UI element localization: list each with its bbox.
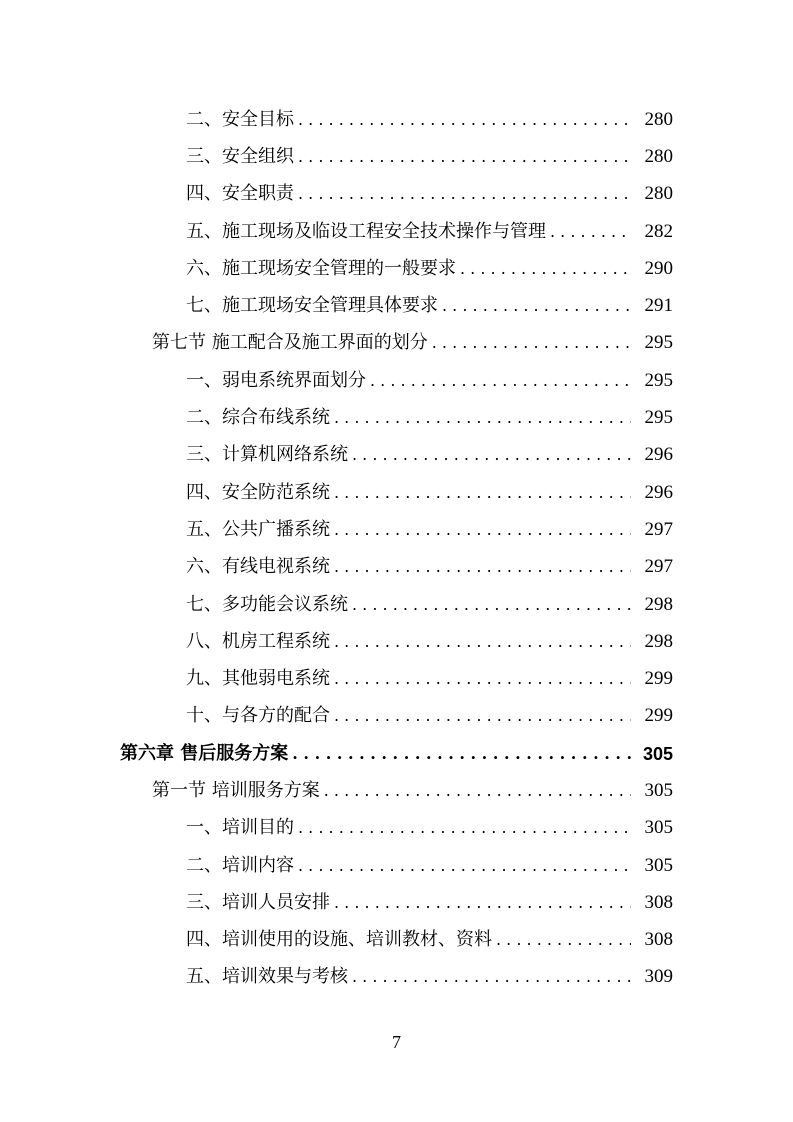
- toc-dot-leader: [334, 557, 631, 577]
- toc-entry-title: 第六章 售后服务方案: [120, 742, 289, 764]
- page-number: 7: [392, 1032, 401, 1052]
- toc-entry-page: 295: [644, 407, 673, 429]
- toc-entry-page: 298: [644, 630, 673, 652]
- toc-entry-title: 三、培训人员安排: [186, 891, 330, 913]
- toc-entry-page: 297: [644, 518, 673, 540]
- toc-entry[interactable]: [0, 399, 793, 436]
- toc-entry-page: 308: [644, 929, 673, 951]
- toc-dot-leader: [298, 818, 631, 838]
- toc-dot-leader: [334, 632, 631, 652]
- toc-entry-title: 四、安全防范系统: [186, 481, 330, 503]
- toc-dot-leader: [432, 333, 631, 353]
- toc-entry-page: 308: [644, 891, 673, 913]
- toc-dot-leader: [496, 930, 631, 950]
- toc-dot-leader: [352, 967, 631, 987]
- toc-dot-leader: [352, 595, 631, 615]
- toc-entry-title: 十、与各方的配合: [186, 705, 330, 727]
- toc-entry-title: 六、有线电视系统: [186, 556, 330, 578]
- toc-entry[interactable]: [0, 698, 793, 735]
- toc-entry[interactable]: [0, 362, 793, 399]
- toc-dot-leader: [352, 445, 631, 465]
- toc-entry[interactable]: [0, 549, 793, 586]
- toc-entry[interactable]: [0, 623, 793, 660]
- toc-dot-leader: [370, 371, 631, 391]
- toc-dot-leader: [334, 706, 631, 726]
- toc-entry-page: 291: [644, 295, 673, 317]
- toc-dot-leader: [324, 781, 631, 801]
- toc-chapter-entry[interactable]: [0, 735, 793, 772]
- toc-entry-title: 一、弱电系统界面划分: [186, 369, 366, 391]
- toc-entry-page: 305: [644, 817, 673, 839]
- toc-entry-title: 三、计算机网络系统: [186, 444, 348, 466]
- toc-entry-title: 四、安全职责: [186, 183, 294, 205]
- toc-entry[interactable]: [0, 810, 793, 847]
- toc-entry-title: 第一节 培训服务方案: [152, 779, 320, 801]
- toc-entry[interactable]: [0, 884, 793, 921]
- toc-entry-title: 五、施工现场及临设工程安全技术操作与管理: [186, 220, 546, 242]
- toc-entry-page: 296: [644, 481, 673, 503]
- toc-entry[interactable]: [0, 586, 793, 623]
- toc-dot-leader: [550, 222, 631, 242]
- toc-dot-leader: [442, 296, 631, 316]
- toc-entry-title: 五、公共广播系统: [186, 518, 330, 540]
- toc-entry[interactable]: [0, 250, 793, 287]
- toc-entry[interactable]: [0, 474, 793, 511]
- toc-dot-leader: [334, 669, 631, 689]
- toc-entry-page: 299: [644, 705, 673, 727]
- toc-dot-leader: [298, 147, 631, 167]
- toc-dot-leader: [334, 408, 631, 428]
- toc-entry-page: 305: [644, 854, 673, 876]
- toc-dot-leader: [298, 110, 631, 130]
- toc-entry[interactable]: [0, 660, 793, 697]
- toc-entry-page: 280: [644, 183, 673, 205]
- toc-entry-title: 二、培训内容: [186, 854, 294, 876]
- toc-entry-page: 295: [644, 369, 673, 391]
- toc-entry[interactable]: [0, 511, 793, 548]
- toc-entry-page: 280: [644, 108, 673, 130]
- toc-entry[interactable]: [0, 437, 793, 474]
- toc-dot-leader: [334, 520, 631, 540]
- table-of-contents: [0, 101, 793, 996]
- toc-entry-title: 九、其他弱电系统: [186, 668, 330, 690]
- toc-dot-leader: [298, 856, 631, 876]
- toc-entry-page: 309: [644, 966, 673, 988]
- toc-entry-title: 三、安全组织: [186, 145, 294, 167]
- toc-entry-page: 298: [644, 593, 673, 615]
- toc-entry-title: 四、培训使用的设施、培训教材、资料: [186, 929, 492, 951]
- toc-entry-page: 282: [644, 220, 673, 242]
- toc-entry[interactable]: [0, 213, 793, 250]
- toc-entry-title: 第七节 施工配合及施工界面的划分: [152, 332, 428, 354]
- toc-entry-page: 280: [644, 145, 673, 167]
- toc-entry-title: 七、施工现场安全管理具体要求: [186, 295, 438, 317]
- toc-section-entry[interactable]: [0, 325, 793, 362]
- toc-entry-title: 七、多功能会议系统: [186, 593, 348, 615]
- toc-entry[interactable]: [0, 922, 793, 959]
- toc-entry[interactable]: [0, 287, 793, 324]
- toc-entry-title: 二、安全目标: [186, 108, 294, 130]
- toc-entry[interactable]: [0, 101, 793, 138]
- toc-entry-title: 八、机房工程系统: [186, 630, 330, 652]
- toc-entry-page: 297: [644, 556, 673, 578]
- toc-section-entry[interactable]: [0, 772, 793, 809]
- toc-entry-page: 299: [644, 668, 673, 690]
- toc-entry-title: 六、施工现场安全管理的一般要求: [186, 257, 456, 279]
- toc-dot-leader: [292, 744, 631, 764]
- toc-dot-leader: [334, 483, 631, 503]
- toc-entry-title: 二、综合布线系统: [186, 407, 330, 429]
- toc-dot-leader: [298, 184, 631, 204]
- toc-entry[interactable]: [0, 847, 793, 884]
- toc-entry-page: 296: [644, 444, 673, 466]
- toc-entry[interactable]: [0, 959, 793, 996]
- toc-entry-page: 305: [642, 743, 673, 764]
- toc-entry-title: 五、培训效果与考核: [186, 966, 348, 988]
- toc-entry-page: 290: [644, 257, 673, 279]
- toc-dot-leader: [334, 893, 631, 913]
- toc-dot-leader: [460, 259, 631, 279]
- toc-entry-title: 一、培训目的: [186, 817, 294, 839]
- toc-entry-page: 305: [644, 779, 673, 801]
- toc-entry[interactable]: [0, 138, 793, 175]
- toc-entry[interactable]: [0, 176, 793, 213]
- toc-entry-page: 295: [644, 332, 673, 354]
